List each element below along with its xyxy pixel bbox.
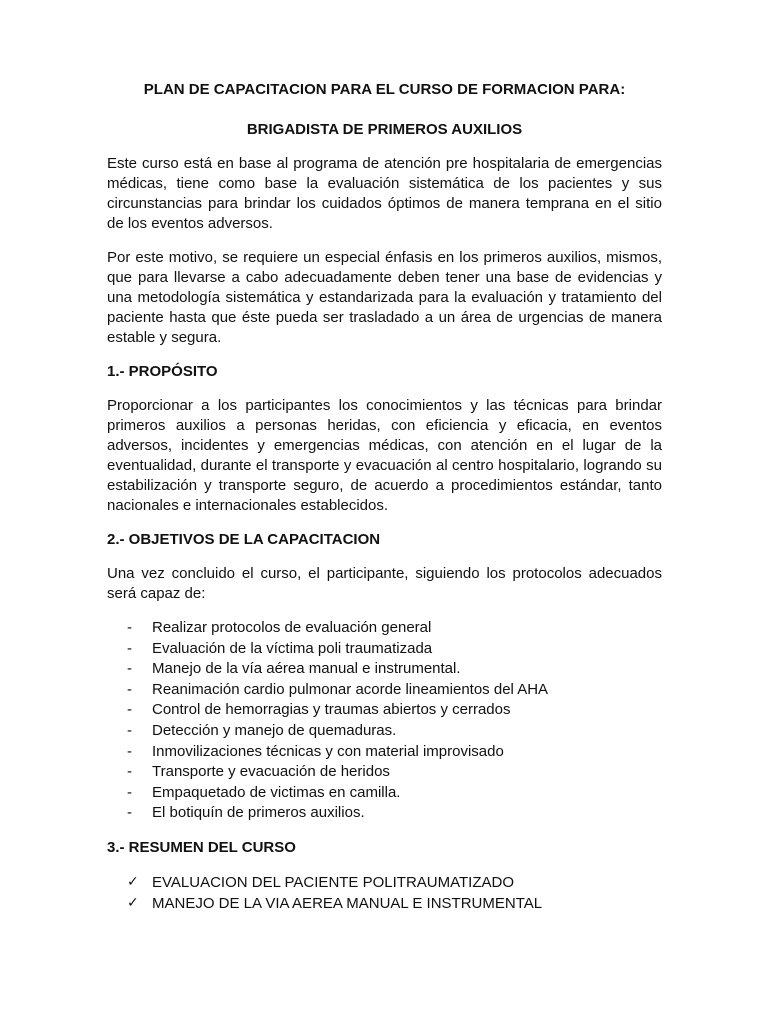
document-page xyxy=(107,80,662,914)
intro-paragraph-1: Este curso está en base al programa de atención pre hospitalaria de emergencias médicas, tiene como base la evaluación sistemática de los pacientes y sus circunstancias para brindar los cuidados óptimos de manera temprana en el sitio de los eventos adversos. xyxy=(107,155,662,232)
dash-marker: - xyxy=(127,680,132,698)
dash-marker: - xyxy=(127,783,132,801)
list-item: - Evaluación de la víctima poli traumatizada xyxy=(107,639,662,660)
list-item: - Inmovilizaciones técnicas y con material improvisado xyxy=(107,742,662,763)
list-item: - El botiquín de primeros auxilios. xyxy=(107,803,662,824)
dash-marker: - xyxy=(127,639,132,657)
list-item: - Empaquetado de victimas en camilla. xyxy=(107,783,662,804)
section-heading-objetivos: 2.- OBJETIVOS DE LA CAPACITACION xyxy=(107,531,381,548)
checkmark-icon: ✓ xyxy=(127,873,139,890)
list-item: ✓ MANEJO DE LA VIA AEREA MANUAL E INSTRUMENTAL xyxy=(127,894,543,912)
intro-paragraph-2: Por este motivo, se requiere un especial énfasis en los primeros auxilios, mismos, que para llevarse a cabo adecuadamente deben tener una base de evidencias y una metodología sistemática y estandarizada para la evaluación y tratamiento del paciente hasta que éste pueda ser trasladado a un área de urgencias de manera estable y segura. xyxy=(107,249,662,346)
document-subtitle: BRIGADISTA DE PRIMEROS AUXILIOS xyxy=(246,121,523,138)
list-item: ✓ EVALUACION DEL PACIENTE POLITRAUMATIZADO xyxy=(127,873,515,891)
dash-marker: - xyxy=(127,742,132,760)
document-title: PLAN DE CAPACITACION PARA EL CURSO DE FORMACION PARA: xyxy=(143,81,626,98)
dash-marker: - xyxy=(127,619,132,636)
dash-marker: - xyxy=(127,763,132,781)
section-heading-resumen: 3.- RESUMEN DEL CURSO xyxy=(107,838,296,856)
checkmark-icon: ✓ xyxy=(127,894,139,911)
objetivos-paragraph: Una vez concluido el curso, el participante, siguiendo los protocolos adecuados será capaz de: xyxy=(107,565,662,602)
resumen-list xyxy=(107,872,662,914)
dash-marker: - xyxy=(127,721,132,739)
objetivos-list xyxy=(107,618,662,824)
list-item: - Control de hemorragias y traumas abiertos y cerrados xyxy=(107,700,662,721)
list-item: - Reanimación cardio pulmonar acorde lineamientos del AHA xyxy=(107,680,662,701)
dash-marker: - xyxy=(127,804,132,822)
dash-marker: - xyxy=(127,660,132,678)
section-heading-proposito: 1.- PROPÓSITO xyxy=(107,363,218,380)
list-item: - Transporte y evacuación de heridos xyxy=(107,762,662,783)
list-item: - Realizar protocolos de evaluación general xyxy=(107,618,662,639)
list-item: - Manejo de la vía aérea manual e instrumental. xyxy=(107,659,662,680)
proposito-paragraph: Proporcionar a los participantes los conocimientos y las técnicas para brindar primeros auxilios a personas heridas, con eficiencia y eficacia, en eventos adversos, incidentes y emergencias médicas, con atención en el lugar de la eventualidad, durante el transporte y evacuación al centro hospitalario, logrando su estabilización y transporte seguro, de acuerdo a procedimientos estándar, tanto nacionales e internacionales establecidos. xyxy=(107,397,662,514)
dash-marker: - xyxy=(127,701,132,719)
list-item: - Detección y manejo de quemaduras. xyxy=(107,721,662,742)
